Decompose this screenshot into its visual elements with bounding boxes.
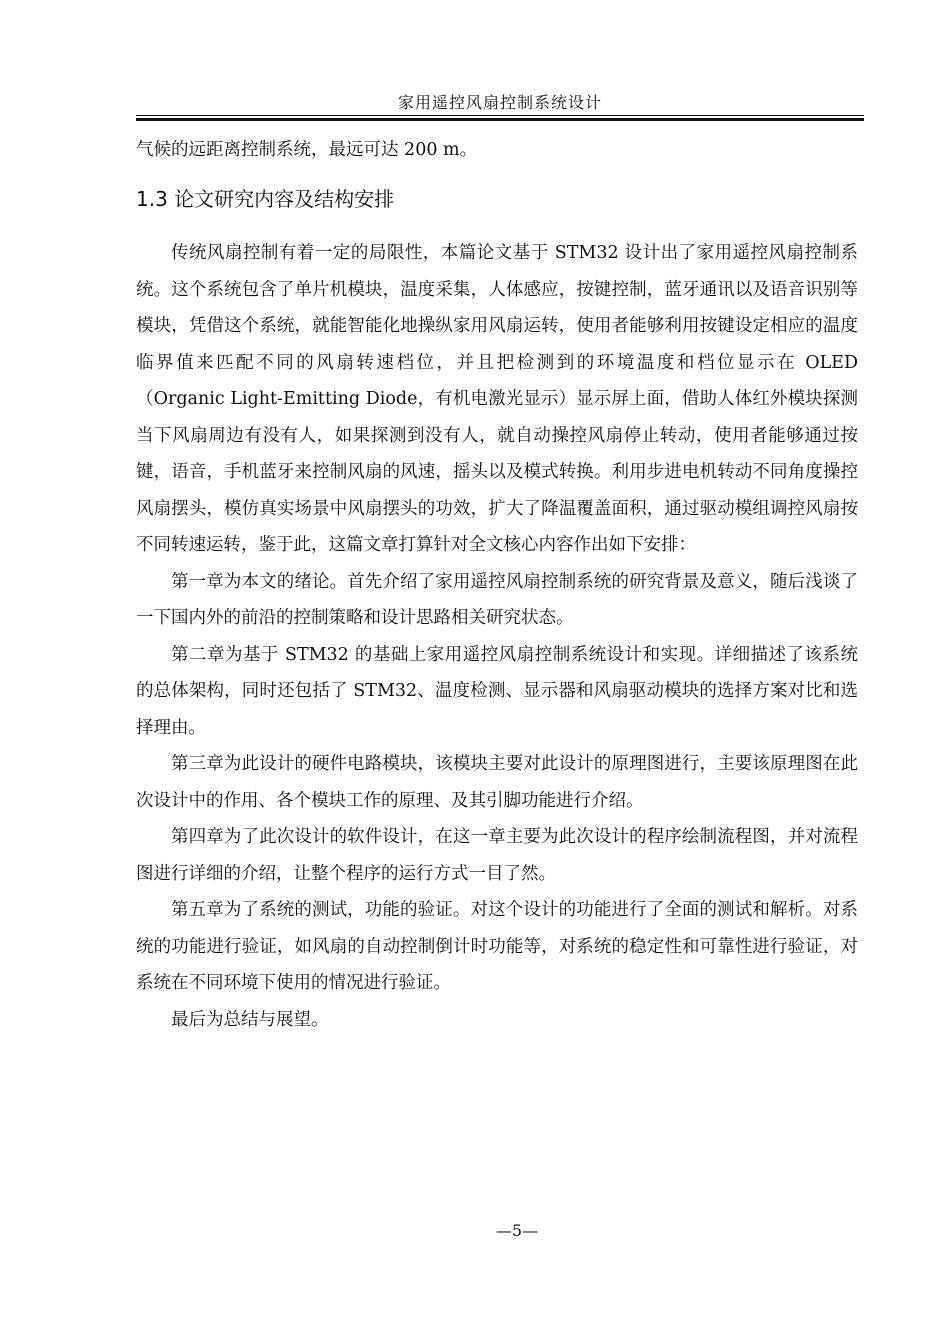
paragraph-chapter-1: 第一章为本文的绪论。首先介绍了家用遥控风扇控制系统的研究背景及意义，随后浅谈了一下国内外的前沿的控制策略和设计思路相关研究状态。	[136, 571, 858, 628]
header-rule-thick	[136, 118, 864, 121]
paragraph-chapter-2: 第二章为基于 STM32 的基础上家用遥控风扇控制系统设计和实现。详细描述了该系统的总体架构，同时还包括了 STM32、温度检测、显示器和风扇驱动模块的选择方案对比和选择理由。	[136, 644, 858, 738]
paragraph-conclusion: 最后为总结与展望。	[171, 1009, 329, 1030]
paragraph-chapter-3: 第三章为此设计的硬件电路模块，该模块主要对此设计的原理图进行，主要该原理图在此次设计中的作用、各个模块工作的原理、及其引脚功能进行介绍。	[136, 754, 858, 811]
paragraph-chapter-4: 第四章为了此次设计的软件设计，在这一章主要为此次设计的程序绘制流程图，并对流程图进行详细的介绍，让整个程序的运行方式一目了然。	[136, 827, 858, 884]
continuation-paragraph: 气候的远距离控制系统，最远可达 200 m。	[136, 140, 478, 160]
running-header: 家用遥控风扇控制系统设计	[397, 93, 602, 112]
section-body	[136, 235, 858, 1038]
section-heading: 1.3 论文研究内容及结构安排	[136, 187, 395, 211]
page-number: —5—	[495, 1221, 539, 1240]
header-rule-thin	[136, 115, 864, 116]
paragraph-intro: 传统风扇控制有着一定的局限性，本篇论文基于 STM32 设计出了家用遥控风扇控制系统。这个系统包含了单片机模块，温度采集，人体感应，按键控制，蓝牙通讯以及语音识别等模块，凭借这个系统，就能智能化地操纵家用风扇运转，使用者能够利用按键设定相应的温度临界值来匹配不同的风扇转速档位，并且把检测到的环境温度和档位显示在 OLED（Organic Light-Emitting Diode，有机电激光显示）显示屏上面，借助人体红外模块探测当下风扇周边有没有人，如果探测到没有人，就自动操控风扇停止转动，使用者能够通过按键，语音，手机蓝牙来控制风扇的风速，摇头以及模式转换。利用步进电机转动不同角度操控风扇摆头，模仿真实场景中风扇摆头的功效，扩大了降温覆盖面积，通过驱动模组调控风扇按不同转速运转，鉴于此，这篇文章打算针对全文核心内容作出如下安排：	[136, 243, 858, 555]
paragraph-chapter-5: 第五章为了系统的测试，功能的验证。对这个设计的功能进行了全面的测试和解析。对系统的功能进行验证，如风扇的自动控制倒计时功能等，对系统的稳定性和可靠性进行验证，对系统在不同环境下使用的情况进行验证。	[136, 900, 858, 993]
